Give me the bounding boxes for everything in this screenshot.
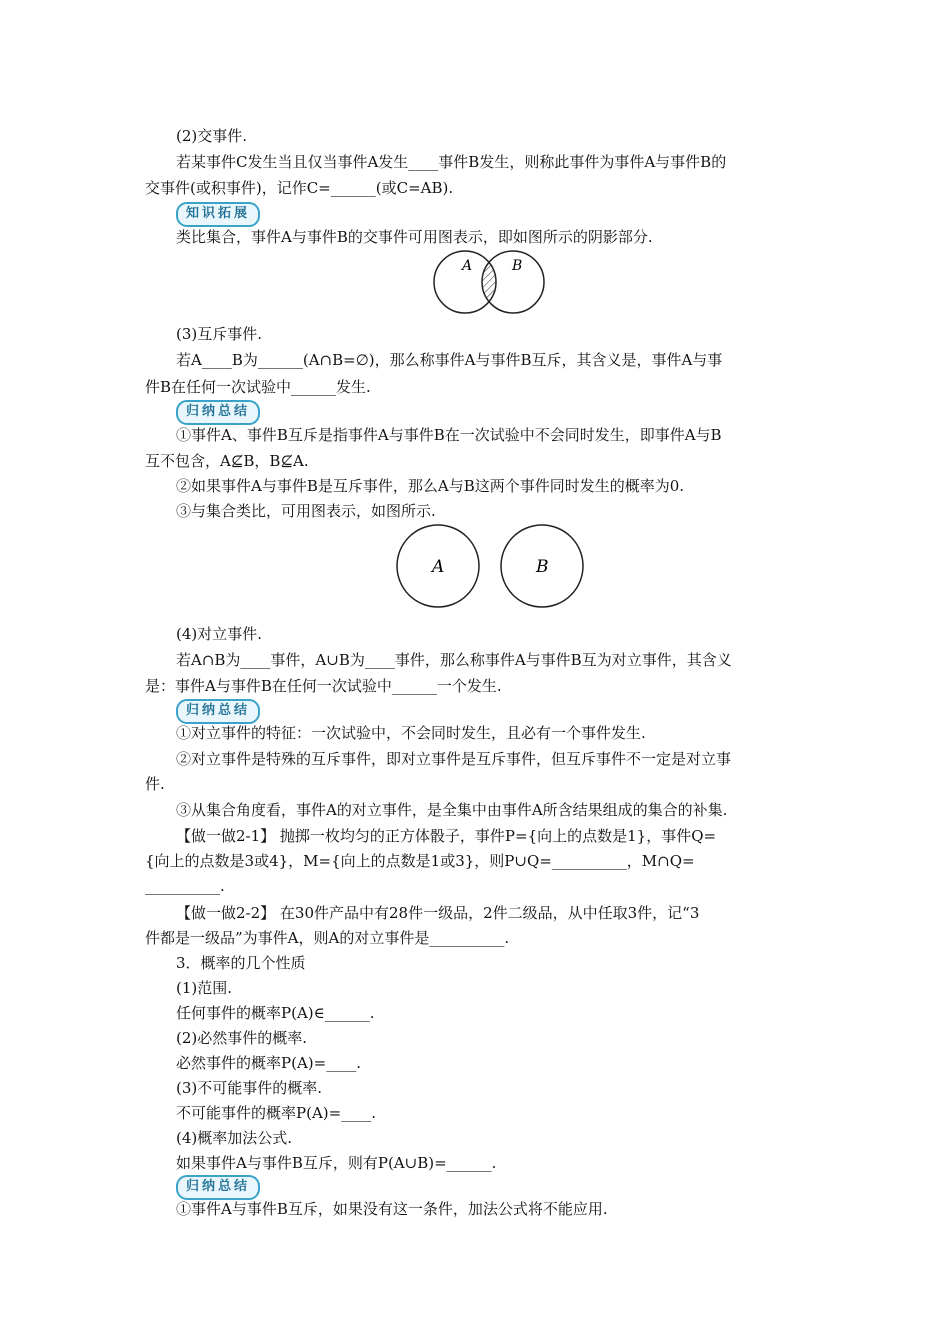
text-line: ①对立事件的特征：一次试验中，不会同时发生，且必有一个事件发生. xyxy=(176,724,646,742)
text-line: __________. xyxy=(145,877,225,895)
text-line: 交事件(或积事件)，记作C=______(或C=AB). xyxy=(145,179,454,197)
text-line: 不可能事件的概率P(A)=____. xyxy=(176,1104,376,1122)
section-4-title: (4)对立事件. xyxy=(176,625,263,643)
subsection-title: (3)不可能事件的概率. xyxy=(176,1079,323,1097)
text-line: 必然事件的概率P(A)=____. xyxy=(176,1054,361,1072)
text-line: 类比集合，事件A与事件B的交事件可用图表示，即如图所示的阴影部分. xyxy=(176,228,653,246)
text-line: ①事件A、事件B互斥是指事件A与事件B在一次试验中不会同时发生，即事件A与B xyxy=(176,426,722,444)
subsection-title: (2)必然事件的概率. xyxy=(176,1029,308,1047)
text-line: 若某事件C发生当且仅当事件A发生____事件B发生，则称此事件为事件A与事件B的 xyxy=(176,153,727,171)
text-line: ①事件A与事件B互斥，如果没有这一条件，加法公式将不能应用. xyxy=(176,1200,608,1218)
label-a: A xyxy=(432,557,445,577)
knowledge-extension-badge: 知识拓展 xyxy=(176,202,260,227)
summary-badge: 归纳总结 xyxy=(176,699,260,724)
summary-badge: 归纳总结 xyxy=(176,1175,260,1200)
venn-disjoint-diagram xyxy=(390,520,590,612)
text-line: ②对立事件是特殊的互斥事件，即对立事件是互斥事件，但互斥事件不一定是对立事 xyxy=(176,750,732,768)
text-line: 件B在任何一次试验中______发生. xyxy=(145,378,371,396)
exercise-2-1: 【做一做2-1】 抛掷一枚均匀的正方体骰子，事件P={向上的点数是1}，事件Q= xyxy=(176,827,717,845)
text-line: 件都是一级品”为事件A，则A的对立事件是__________. xyxy=(145,929,510,947)
text-line: ③与集合类比，可用图表示，如图所示. xyxy=(176,502,436,520)
section-2-title: (2)交事件. xyxy=(176,127,248,145)
label-a: A xyxy=(462,258,473,274)
text-line: 任何事件的概率P(A)∈______. xyxy=(176,1004,375,1022)
text-line: {向上的点数是3或4}，M={向上的点数是1或3}，则P∪Q=__________，M∩Q= xyxy=(145,852,695,870)
venn-intersection-diagram xyxy=(430,248,555,318)
text-line: ②如果事件A与事件B是互斥事件，那么A与B这两个事件同时发生的概率为0. xyxy=(176,477,685,495)
subsection-title: (1)范围. xyxy=(176,979,233,997)
subsection-title: (4)概率加法公式. xyxy=(176,1129,293,1147)
exercise-2-2: 【做一做2-2】 在30件产品中有28件一级品，2件二级品，从中任取3件，记“3 xyxy=(176,904,700,922)
label-b: B xyxy=(512,258,523,274)
label-b: B xyxy=(536,557,549,577)
text-line: 件. xyxy=(145,775,165,793)
text-line: 如果事件A与事件B互斥，则有P(A∪B)=______. xyxy=(176,1154,497,1172)
text-line: ③从集合角度看，事件A的对立事件，是全集中由事件A所含结果组成的集合的补集. xyxy=(176,801,728,819)
section-heading: 3．概率的几个性质 xyxy=(176,954,306,972)
text-line: 若A____B为______(A∩B=∅)，那么称事件A与事件B互斥，其含义是，事件A与事 xyxy=(176,351,723,369)
text-line: 是：事件A与事件B在任何一次试验中______一个发生. xyxy=(145,677,502,695)
text-line: 互不包含，A⊈B，B⊈A. xyxy=(145,452,309,470)
text-line: 若A∩B为____事件，A∪B为____事件，那么称事件A与事件B互为对立事件，其含义 xyxy=(176,651,732,669)
section-3-title: (3)互斥事件. xyxy=(176,325,263,343)
summary-badge: 归纳总结 xyxy=(176,400,260,425)
